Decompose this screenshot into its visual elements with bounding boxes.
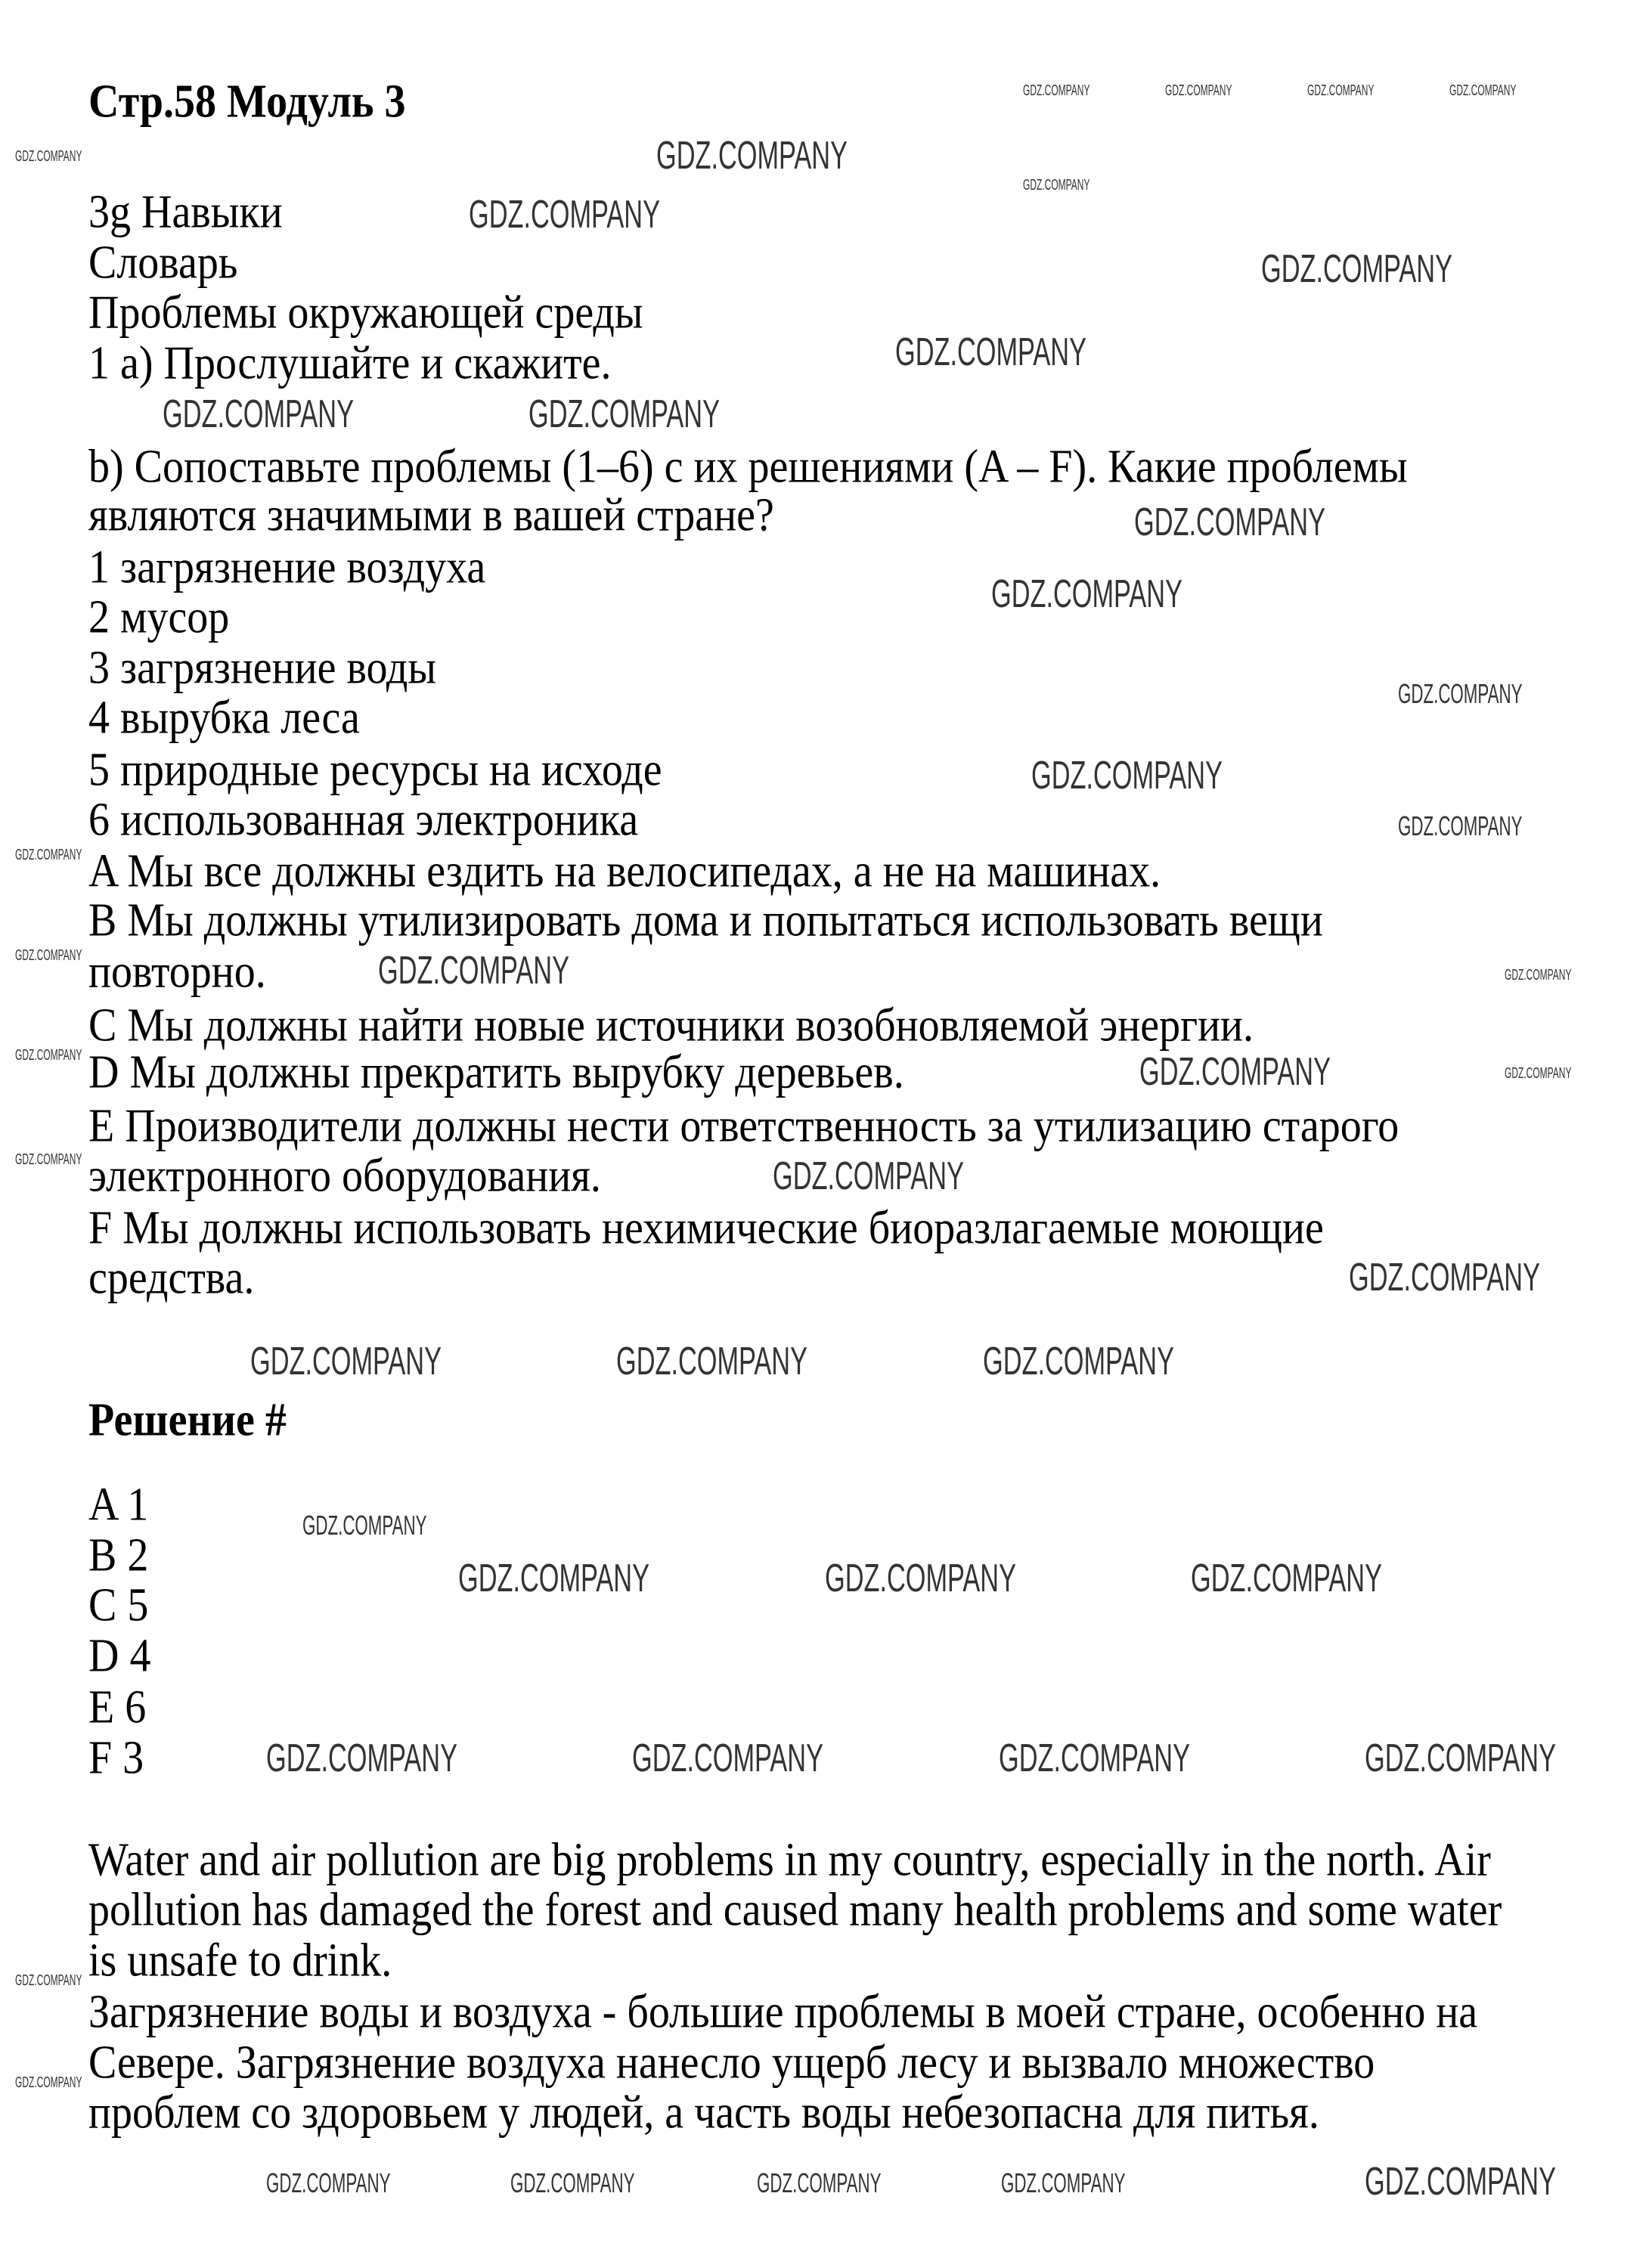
english-answer-line: pollution has damaged the forest and caused many health problems and some water: [88, 1883, 1502, 1937]
watermark-text: GDZ.COMPANY: [757, 2167, 882, 2198]
answer-item: A 1: [88, 1478, 149, 1532]
watermark-text: GDZ.COMPANY: [510, 2167, 635, 2198]
watermark-text: GDZ.COMPANY: [469, 193, 660, 237]
vocab-heading: Словарь: [88, 236, 238, 290]
solution-item: электронного оборудования.: [88, 1149, 601, 1203]
russian-answer-line: Севере. Загрязнение воздуха нанесло ущерб лесу и вызвало множество: [88, 2036, 1375, 2089]
watermark-text: GDZ.COMPANY: [1365, 2160, 1556, 2204]
solution-item: B Мы должны утилизировать дома и попытаться использовать вещи: [88, 894, 1323, 947]
watermark-text: GDZ.COMPANY: [1134, 500, 1325, 544]
problem-item: 3 загрязнение воды: [88, 641, 437, 695]
problem-item: 6 использованная электроника: [88, 793, 639, 847]
watermark-text: GDZ.COMPANY: [1505, 967, 1572, 984]
watermark-text: GDZ.COMPANY: [773, 1154, 964, 1198]
watermark-text: GDZ.COMPANY: [616, 1340, 807, 1383]
page-title: Стр.58 Модуль 3: [88, 75, 406, 129]
solution-item: A Мы все должны ездить на велосипедах, а не на машинах.: [88, 844, 1161, 898]
watermark-text: GDZ.COMPANY: [1031, 754, 1223, 798]
watermark-text: GDZ.COMPANY: [15, 1972, 82, 1989]
watermark-text: GDZ.COMPANY: [15, 2074, 82, 2091]
answer-item: C 5: [88, 1578, 149, 1632]
watermark-text: GDZ.COMPANY: [15, 847, 82, 863]
task-b-line: являются значимыми в вашей стране?: [88, 488, 774, 542]
task-a: 1 a) Прослушайте и скажите.: [88, 336, 612, 390]
problem-item: 1 загрязнение воздуха: [88, 541, 486, 594]
watermark-text: GDZ.COMPANY: [656, 134, 848, 178]
watermark-text: GDZ.COMPANY: [1398, 810, 1523, 841]
english-answer-line: is unsafe to drink.: [88, 1934, 392, 1987]
watermark-text: GDZ.COMPANY: [1349, 1256, 1540, 1300]
watermark-text: GDZ.COMPANY: [999, 1736, 1190, 1780]
english-answer-line: Water and air pollution are big problems in my country, especially in the north. Air: [88, 1833, 1491, 1887]
watermark-text: GDZ.COMPANY: [250, 1340, 442, 1383]
watermark-text: GDZ.COMPANY: [378, 949, 569, 993]
watermark-text: GDZ.COMPANY: [1191, 1557, 1382, 1600]
watermark-text: GDZ.COMPANY: [266, 1736, 457, 1780]
watermark-text: GDZ.COMPANY: [1365, 1736, 1556, 1780]
watermark-text: GDZ.COMPANY: [15, 148, 82, 165]
section-heading: 3g Навыки: [88, 185, 283, 239]
solution-item: повторно.: [88, 945, 266, 999]
watermark-text: GDZ.COMPANY: [1001, 2167, 1126, 2198]
watermark-text: GDZ.COMPANY: [1261, 247, 1452, 291]
watermark-text: GDZ.COMPANY: [528, 392, 720, 436]
watermark-text: GDZ.COMPANY: [983, 1340, 1174, 1383]
answer-item: F 3: [88, 1731, 144, 1785]
solution-heading: Решение #: [88, 1393, 287, 1447]
watermark-text: GDZ.COMPANY: [1307, 82, 1375, 99]
problem-item: 4 вырубка леса: [88, 691, 360, 745]
russian-answer-line: проблем со здоровьем у людей, а часть воды небезопасна для питья.: [88, 2086, 1319, 2139]
topic-heading: Проблемы окружающей среды: [88, 286, 643, 339]
watermark-text: GDZ.COMPANY: [825, 1557, 1016, 1600]
watermark-text: GDZ.COMPANY: [266, 2167, 391, 2198]
watermark-text: GDZ.COMPANY: [1505, 1065, 1572, 1082]
answer-item: B 2: [88, 1529, 149, 1582]
watermark-text: GDZ.COMPANY: [15, 1047, 82, 1064]
problem-item: 2 мусор: [88, 590, 230, 644]
watermark-text: GDZ.COMPANY: [895, 330, 1086, 374]
problem-item: 5 природные ресурсы на исходе: [88, 743, 662, 797]
task-b-line: b) Сопоставьте проблемы (1–6) с их решениями (A – F). Какие проблемы: [88, 440, 1408, 494]
solution-item: F Мы должны использовать нехимические биоразлагаемые моющие: [88, 1201, 1324, 1255]
solution-item: E Производители должны нести ответственность за утилизацию старого: [88, 1099, 1399, 1153]
watermark-text: GDZ.COMPANY: [1165, 82, 1232, 99]
solution-item: D Мы должны прекратить вырубку деревьев.: [88, 1046, 904, 1099]
watermark-text: GDZ.COMPANY: [15, 947, 82, 964]
watermark-text: GDZ.COMPANY: [302, 1510, 427, 1541]
watermark-text: GDZ.COMPANY: [163, 392, 354, 436]
solution-item: C Мы должны найти новые источники возобновляемой энергии.: [88, 999, 1254, 1052]
russian-answer-line: Загрязнение воды и воздуха - большие проблемы в моей стране, особенно на: [88, 1985, 1478, 2039]
watermark-text: GDZ.COMPANY: [1023, 82, 1090, 99]
watermark-text: GDZ.COMPANY: [15, 1151, 82, 1168]
answer-item: E 6: [88, 1681, 147, 1734]
watermark-text: GDZ.COMPANY: [458, 1557, 649, 1600]
watermark-text: GDZ.COMPANY: [991, 572, 1182, 616]
watermark-text: GDZ.COMPANY: [1023, 177, 1090, 194]
watermark-text: GDZ.COMPANY: [632, 1736, 823, 1780]
watermark-text: GDZ.COMPANY: [1449, 82, 1517, 99]
watermark-text: GDZ.COMPANY: [1139, 1050, 1331, 1094]
solution-item: средства.: [88, 1251, 255, 1305]
watermark-text: GDZ.COMPANY: [1398, 678, 1523, 709]
answer-item: D 4: [88, 1629, 151, 1683]
